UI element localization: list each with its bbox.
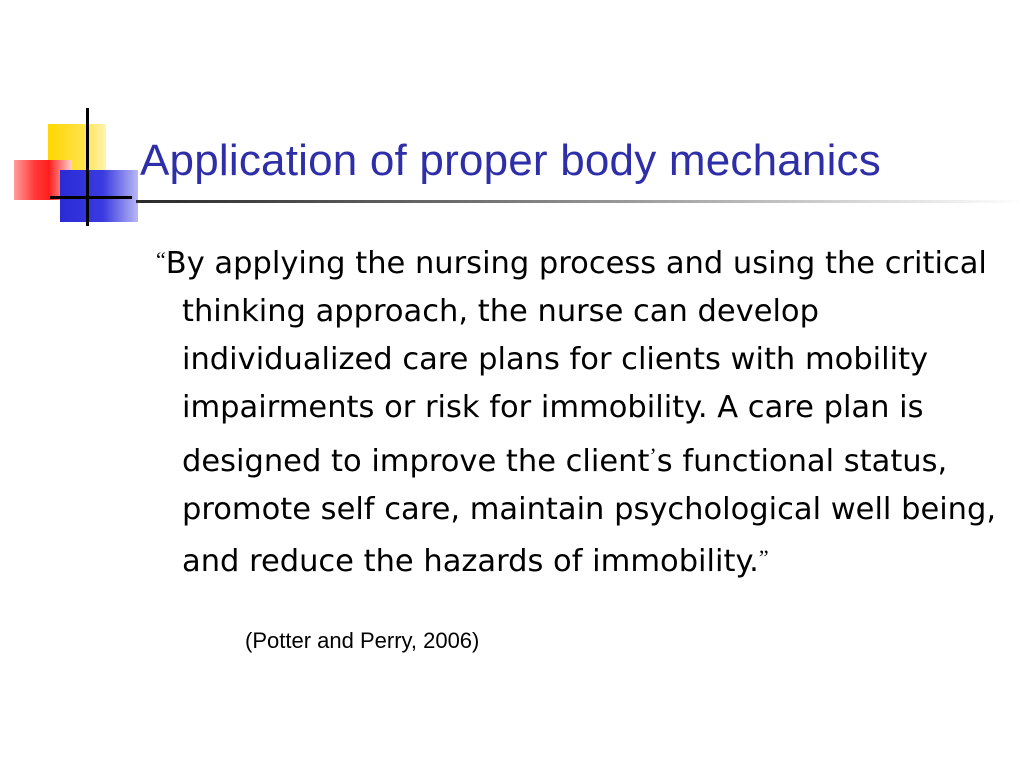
quote-text-part2: s functional status, promote self care, maintain psychological well being, and reduce the hazards of immobility.: [182, 444, 997, 579]
open-quote-mark: “: [156, 247, 166, 272]
title-underline-rule: [136, 200, 1024, 203]
decorative-vertical-line: [86, 108, 89, 226]
slide-title: Application of proper body mechanics: [140, 136, 881, 185]
quote-paragraph: [156, 236, 1024, 586]
citation: (Potter and Perry, 2006): [245, 628, 480, 653]
close-quote-mark: ”: [758, 545, 769, 570]
quote-text-part1: By applying the nursing process and using the critical thinking approach, the nurse can develop individualized care plans for clients with mobility impairments or risk for immobility. A care plan is designed to improve the client: [165, 246, 987, 479]
apostrophe-mark: ’: [649, 443, 657, 468]
decorative-horizontal-line: [50, 196, 132, 199]
